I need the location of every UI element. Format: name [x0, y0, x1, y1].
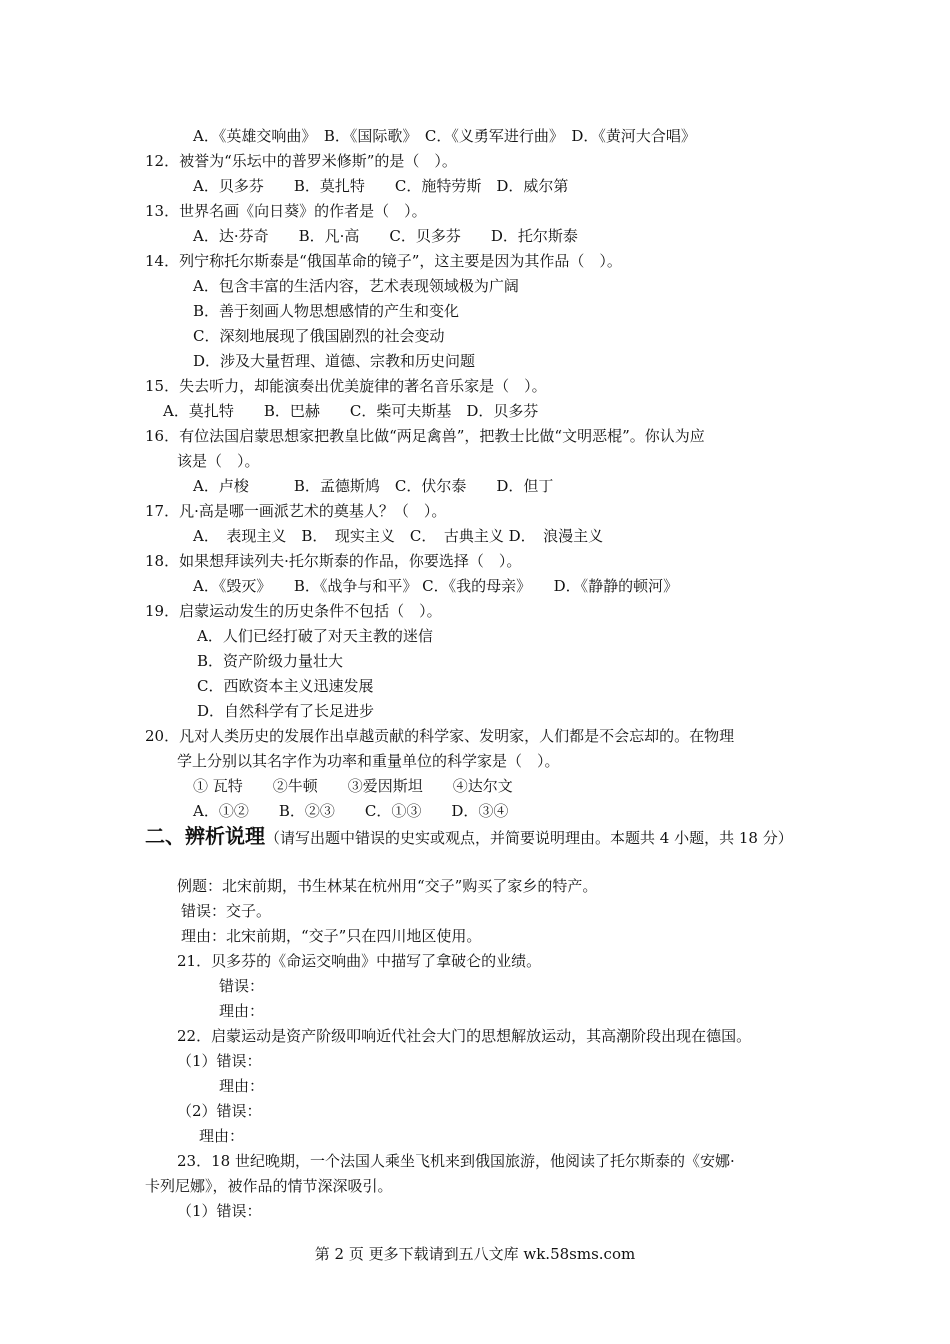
q20-options: A．①② B．②③ C．①③ D．③④ [193, 802, 509, 820]
q12-options: A．贝多芬 B．莫扎特 C．施特劳斯 D．威尔第 [193, 177, 569, 195]
q19-stem: 19．启蒙运动发生的历史条件不包括（ ）。 [145, 602, 442, 620]
q23-stem-cont: 卡列尼娜》，被作品的情节深深吸引。 [145, 1177, 393, 1195]
q20-stem: 20．凡对人类历史的发展作出卓越贡献的科学家、发明家，人们都是不会忘却的。在物理 [145, 727, 735, 745]
q16-stem-cont: 该是（ ）。 [177, 452, 260, 470]
q19-option-a: A．人们已经打破了对天主教的迷信 [197, 627, 433, 645]
q13-stem: 13．世界名画《向日葵》的作者是（ ）。 [145, 202, 427, 220]
q22-error-1: （1）错误： [177, 1052, 262, 1070]
q20-stem-cont: 学上分别以其名字作为功率和重量单位的科学家是（ ）。 [177, 752, 560, 770]
q16-options: A．卢梭 B．孟德斯鸠 C．伏尔泰 D．但丁 [193, 477, 554, 495]
q19-option-d: D．自然科学有了长足进步 [197, 702, 375, 720]
q22-reason-1: 理由： [219, 1077, 265, 1095]
page-footer: 第 2 页 更多下载请到五八文库 wk.58sms.com [314, 1245, 636, 1263]
example-error: 错误：交子。 [181, 902, 272, 920]
q19-option-b: B．资产阶级力量壮大 [197, 652, 344, 670]
q18-options: A．《毁灭》 B．《战争与和平》 C．《我的母亲》 D．《静静的顿河》 [193, 577, 679, 595]
q14-option-a: A．包含丰富的生活内容，艺术表现领域极为广阔 [193, 277, 519, 295]
q14-option-d: D．涉及大量哲理、道德、宗教和历史问题 [193, 352, 476, 370]
section-2-header [145, 823, 810, 851]
q19-option-c: C．西欧资本主义迅速发展 [197, 677, 374, 695]
q17-options: A． 表现主义 B． 现实主义 C． 古典主义 D． 浪漫主义 [193, 527, 604, 545]
q11-options: A．《英雄交响曲》 B．《国际歌》 C．《义勇军进行曲》 D．《黄河大合唱》 [193, 127, 696, 145]
q22-reason-2: 理由： [199, 1127, 245, 1145]
q22-stem: 22．启蒙运动是资产阶级叩响近代社会大门的思想解放运动，其高潮阶段出现在德国。 [177, 1027, 752, 1045]
q20-choices: ① 瓦特 ②牛顿 ③爱因斯坦 ④达尔文 [193, 777, 513, 795]
q18-stem: 18．如果想拜读列夫·托尔斯泰的作品，你要选择（ ）。 [145, 552, 522, 570]
q21-error: 错误： [219, 977, 265, 995]
example-stem: 例题：北宋前期，书生林某在杭州用“交子”购买了家乡的特产。 [177, 877, 598, 895]
q22-error-2: （2）错误： [177, 1102, 262, 1120]
section-2-title: 二、辨析说理 [145, 824, 265, 848]
q14-stem: 14．列宁称托尔斯泰是“俄国革命的镜子”，这主要是因为其作品（ ）。 [145, 252, 622, 270]
q13-options: A．达·芬奇 B．凡·高 C．贝多芬 D．托尔斯泰 [193, 227, 578, 245]
example-reason: 理由：北宋前期，“交子”只在四川地区使用。 [181, 927, 482, 945]
q23-error-1: （1）错误： [177, 1202, 262, 1220]
q17-stem: 17．凡·高是哪一画派艺术的奠基人？（ ）。 [145, 502, 447, 520]
section-2-note: （请写出题中错误的史实或观点，并简要说明理由。本题共 4 小题，共 18 分） [265, 829, 793, 847]
q12-stem: 12．被誉为“乐坛中的普罗米修斯”的是（ ）。 [145, 152, 457, 170]
q14-option-b: B．善于刻画人物思想感情的产生和变化 [193, 302, 460, 320]
q23-stem: 23．18 世纪晚期，一个法国人乘坐飞机来到俄国旅游，他阅读了托尔斯泰的《安娜· [177, 1152, 735, 1170]
q14-option-c: C．深刻地展现了俄国剧烈的社会变动 [193, 327, 445, 345]
q16-stem: 16．有位法国启蒙思想家把教皇比做“两足禽兽”，把教士比做“文明恶棍”。你认为应 [145, 427, 705, 445]
q15-stem: 15．失去听力，却能演奏出优美旋律的著名音乐家是（ ）。 [145, 377, 547, 395]
q21-stem: 21．贝多芬的《命运交响曲》中描写了拿破仑的业绩。 [177, 952, 542, 970]
q15-options: A．莫扎特 B．巴赫 C．柴可夫斯基 D．贝多芬 [163, 402, 539, 420]
q21-reason: 理由： [219, 1002, 265, 1020]
